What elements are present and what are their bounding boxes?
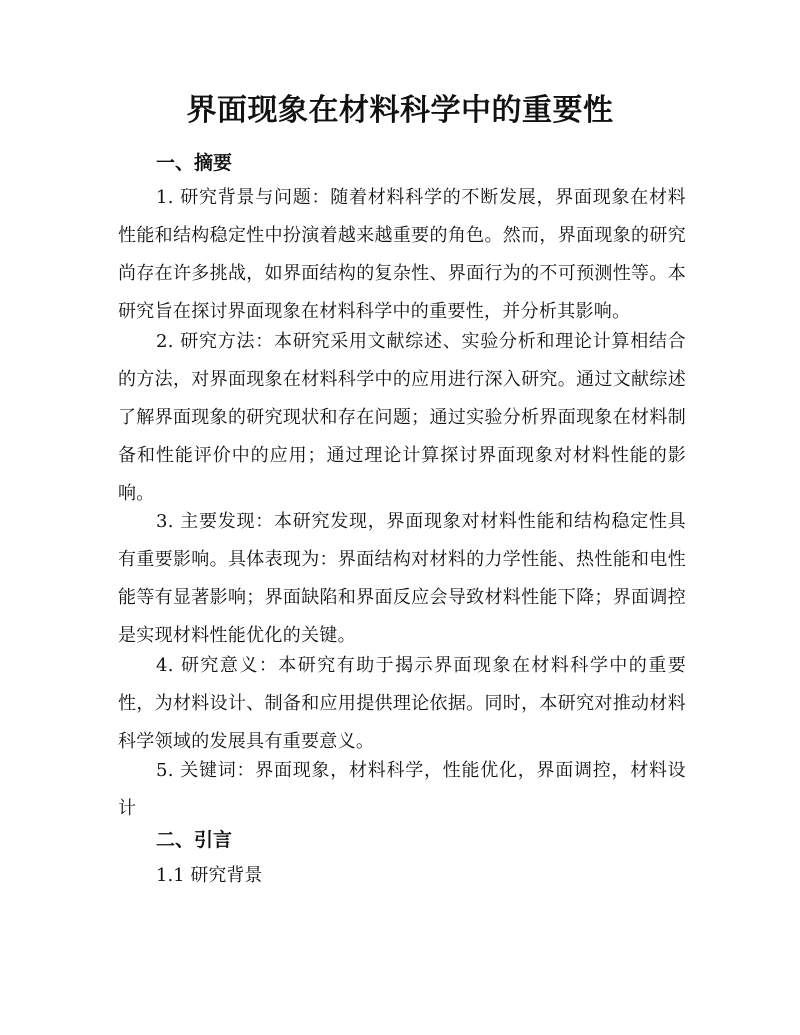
- section-heading-abstract: 一、摘要: [156, 152, 233, 174]
- paragraph-findings: 3. 主要发现：本研究发现，界面现象对材料性能和结构稳定性具有重要影响。具体表现为：界面结构对材料的力学性能、热性能和电性能等有显著影响；界面缺陷和界面反应会导致材料性能下降；界面调控是实现材料性能优化的关键。: [118, 511, 686, 646]
- paragraph-significance: 4. 研究意义：本研究有助于揭示界面现象在材料科学中的重要性，为材料设计、制备和应用提供理论依据。同时，本研究对推动材料科学领域的发展具有重要意义。: [118, 655, 686, 752]
- document-title: 界面现象在材料科学中的重要性: [186, 93, 614, 128]
- paragraph-background: 1. 研究背景与问题：随着材料科学的不断发展，界面现象在材料性能和结构稳定性中扮演着越来越重要的角色。然而，界面现象的研究尚存在许多挑战，如界面结构的复杂性、界面行为的不可预测性等。本研究旨在探讨界面现象在材料科学中的重要性，并分析其影响。: [118, 187, 686, 322]
- section-heading-introduction: 二、引言: [156, 829, 233, 851]
- paragraph-methods: 2. 研究方法：本研究采用文献综述、实验分析和理论计算相结合的方法，对界面现象在材料科学中的应用进行深入研究。通过文献综述了解界面现象的研究现状和存在问题；通过实验分析界面现象在材料制备和性能评价中的应用；通过理论计算探讨界面现象对材料性能的影响。: [118, 331, 686, 504]
- paragraph-keywords: 5. 关键词：界面现象，材料科学，性能优化，界面调控，材料设计: [118, 760, 686, 819]
- subsection-heading-background: 1.1 研究背景: [156, 865, 263, 886]
